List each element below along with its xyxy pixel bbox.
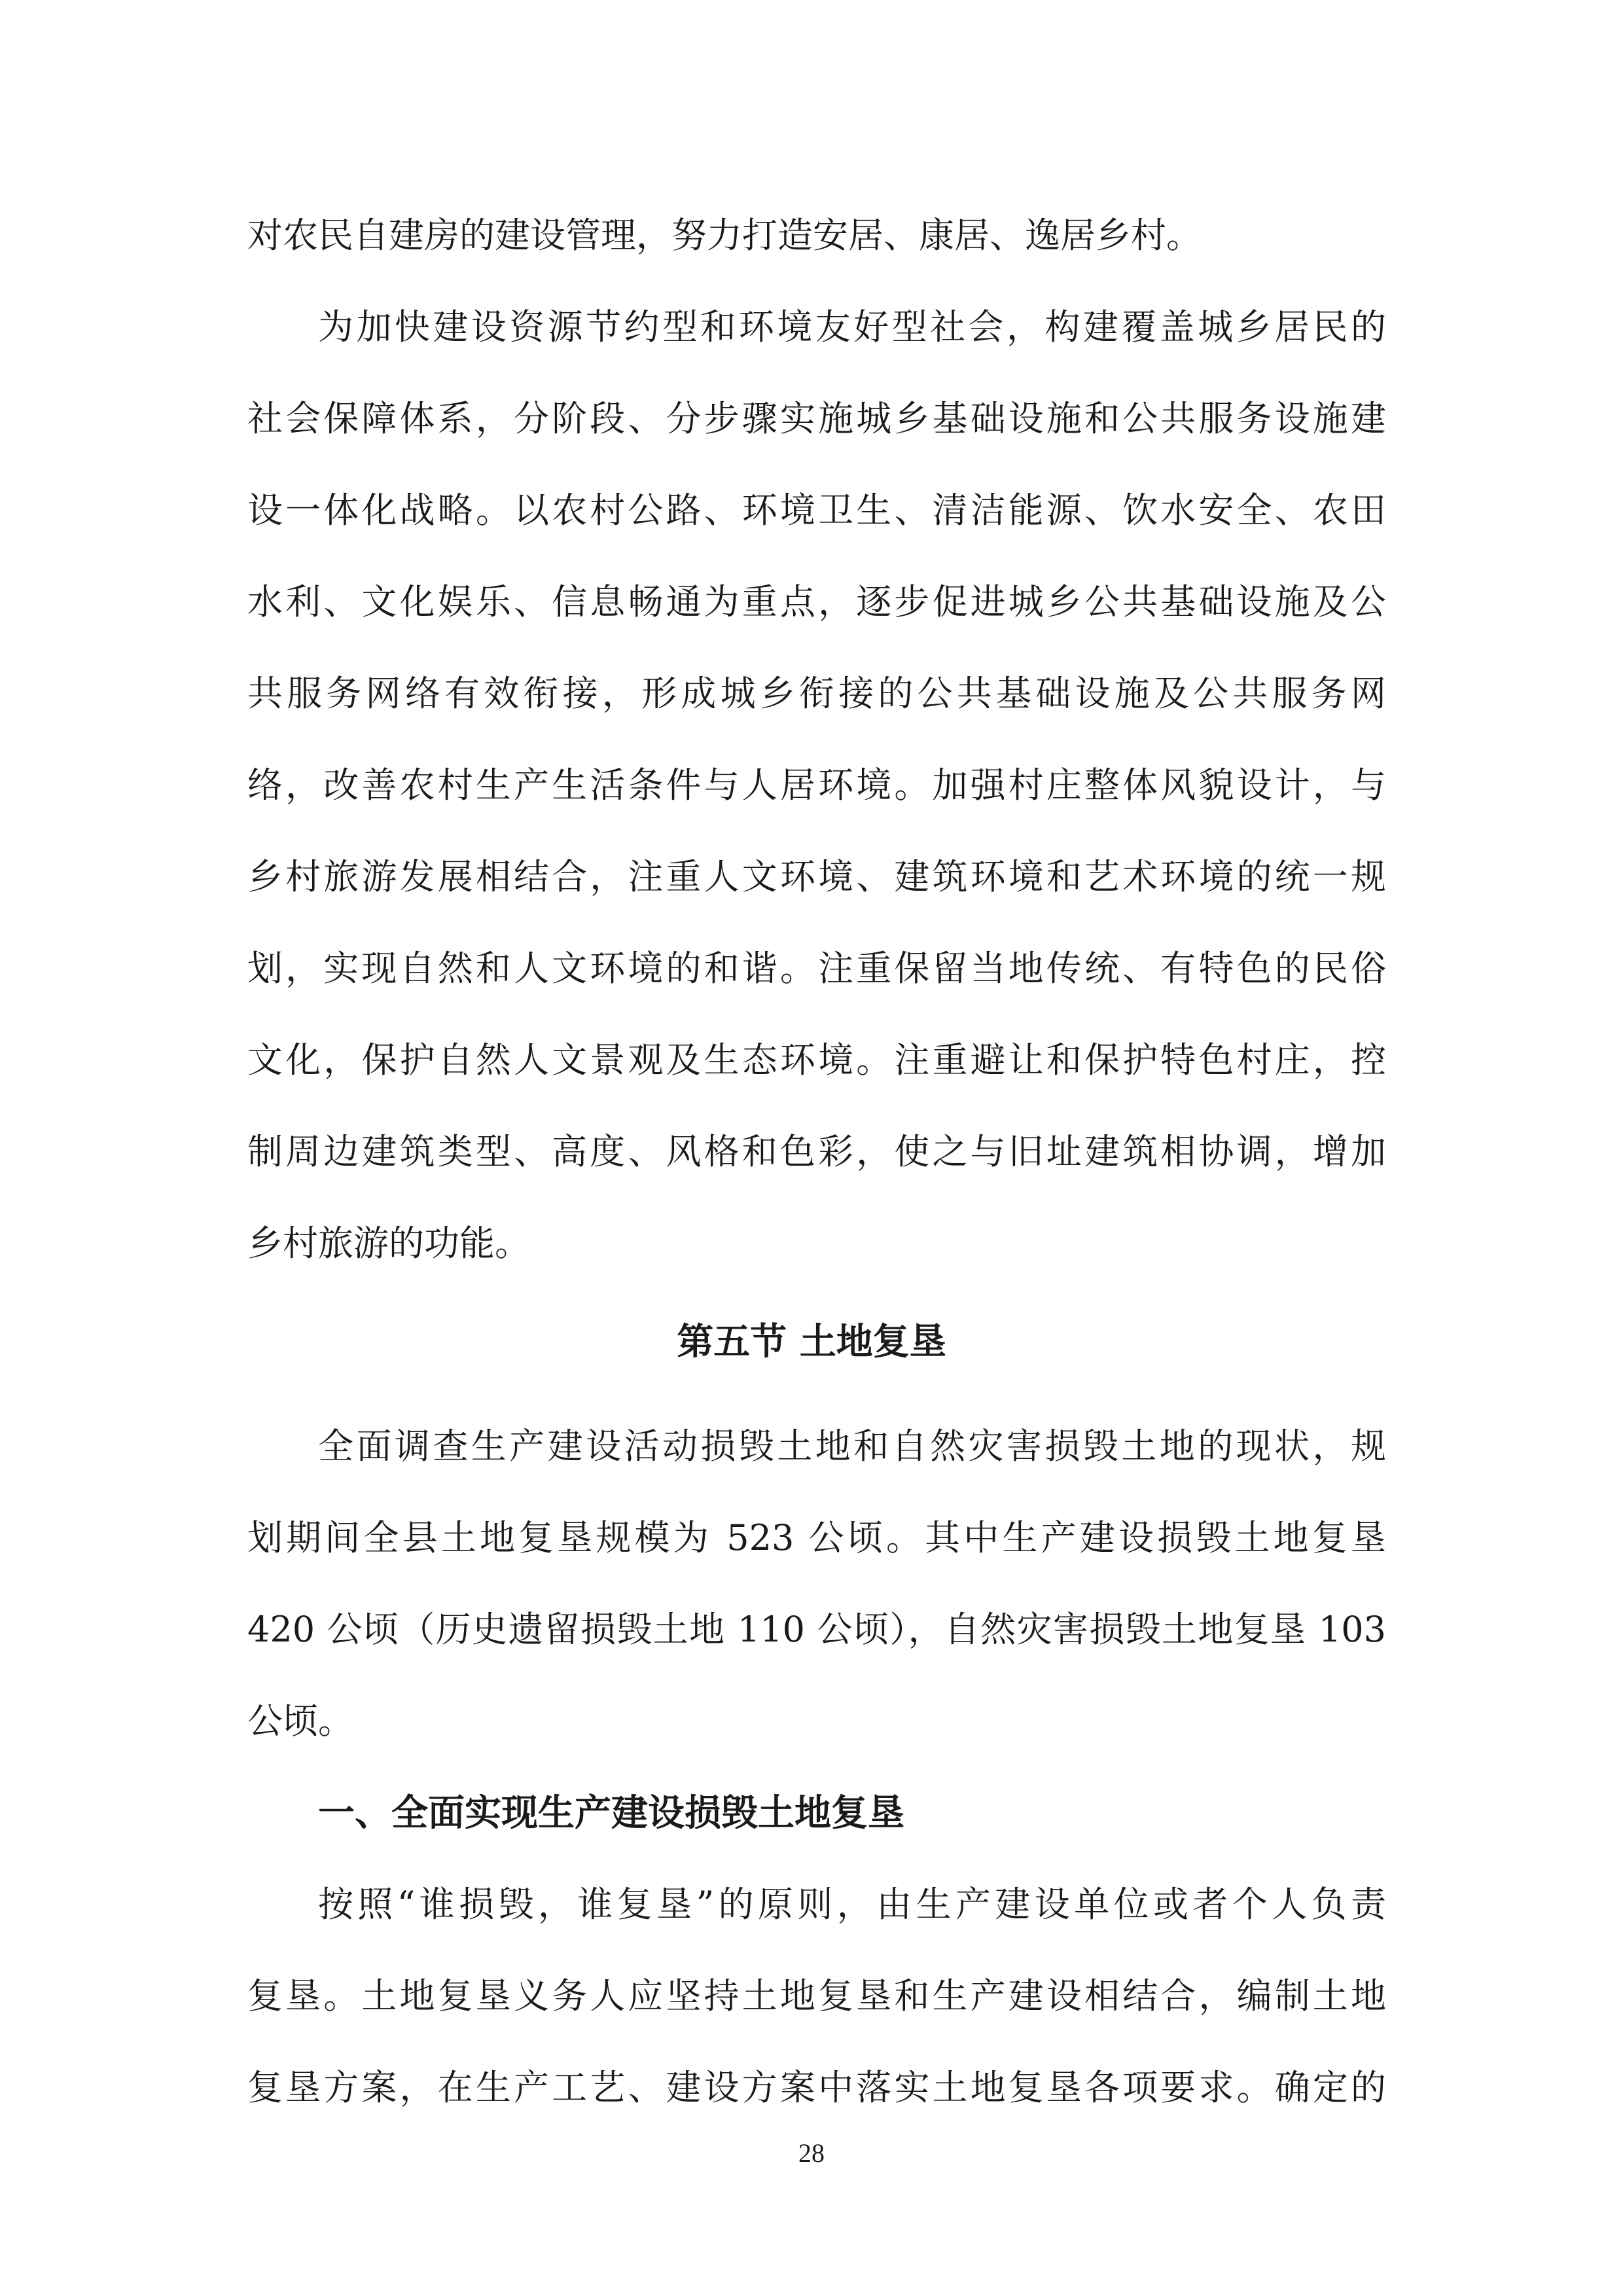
body-text-line: 公顷。 <box>247 1700 353 1742</box>
body-text-line: 络，改善农村生产生活条件与人居环境。加强村庄整体风貌设计，与 <box>247 764 1386 806</box>
body-text-line: 社会保障体系，分阶段、分步骤实施城乡基础设施和公共服务设施建 <box>247 398 1386 439</box>
body-text-line: 划，实现自然和人文环境的和谐。注重保留当地传统、有特色的民俗 <box>247 948 1386 989</box>
body-text-line: 水利、文化娱乐、信息畅通为重点，逐步促进城乡公共基础设施及公 <box>247 581 1386 622</box>
body-text-line: 对农民自建房的建设管理，努力打造安居、康居、逸居乡村。 <box>247 215 1202 256</box>
body-text-line: 为加快建设资源节约型和环境友好型社会，构建覆盖城乡居民的 <box>318 306 1386 348</box>
body-text-line: 乡村旅游发展相结合，注重人文环境、建筑环境和艺术环境的统一规 <box>247 856 1386 897</box>
body-text-line: 文化，保护自然人文景观及生态环境。注重避让和保护特色村庄，控 <box>247 1039 1386 1081</box>
body-text-line: 420 公顷（历史遗留损毁土地 110 公顷），自然灾害损毁土地复垦 103 <box>247 1609 1386 1650</box>
body-text-line: 设一体化战略。以农村公路、环境卫生、清洁能源、饮水安全、农田 <box>247 490 1386 531</box>
body-text-line: 全面调查生产建设活动损毁土地和自然灾害损毁土地的现状，规 <box>318 1426 1386 1467</box>
body-text-line: 划期间全县土地复垦规模为 523 公顷。其中生产建设损毁土地复垦 <box>247 1517 1386 1558</box>
body-text-line: 乡村旅游的功能。 <box>247 1223 530 1264</box>
body-text-line: 共服务网络有效衔接，形成城乡衔接的公共基础设施及公共服务网 <box>247 673 1386 714</box>
body-text-line: 制周边建筑类型、高度、风格和色彩，使之与旧址建筑相协调，增加 <box>247 1131 1386 1172</box>
body-text-line: 复垦方案，在生产工艺、建设方案中落实土地复垦各项要求。确定的 <box>247 2067 1386 2108</box>
subsection-title: 一、全面实现生产建设损毁土地复垦 <box>318 1791 904 1835</box>
page-number: 28 <box>798 2138 825 2168</box>
section-title: 第五节 土地复垦 <box>677 1320 946 1363</box>
body-text-line: 复垦。土地复垦义务人应坚持土地复垦和生产建设相结合，编制土地 <box>247 1975 1386 2017</box>
body-text-line: 按照“谁损毁，谁复垦”的原则，由生产建设单位或者个人负责 <box>318 1884 1386 1925</box>
